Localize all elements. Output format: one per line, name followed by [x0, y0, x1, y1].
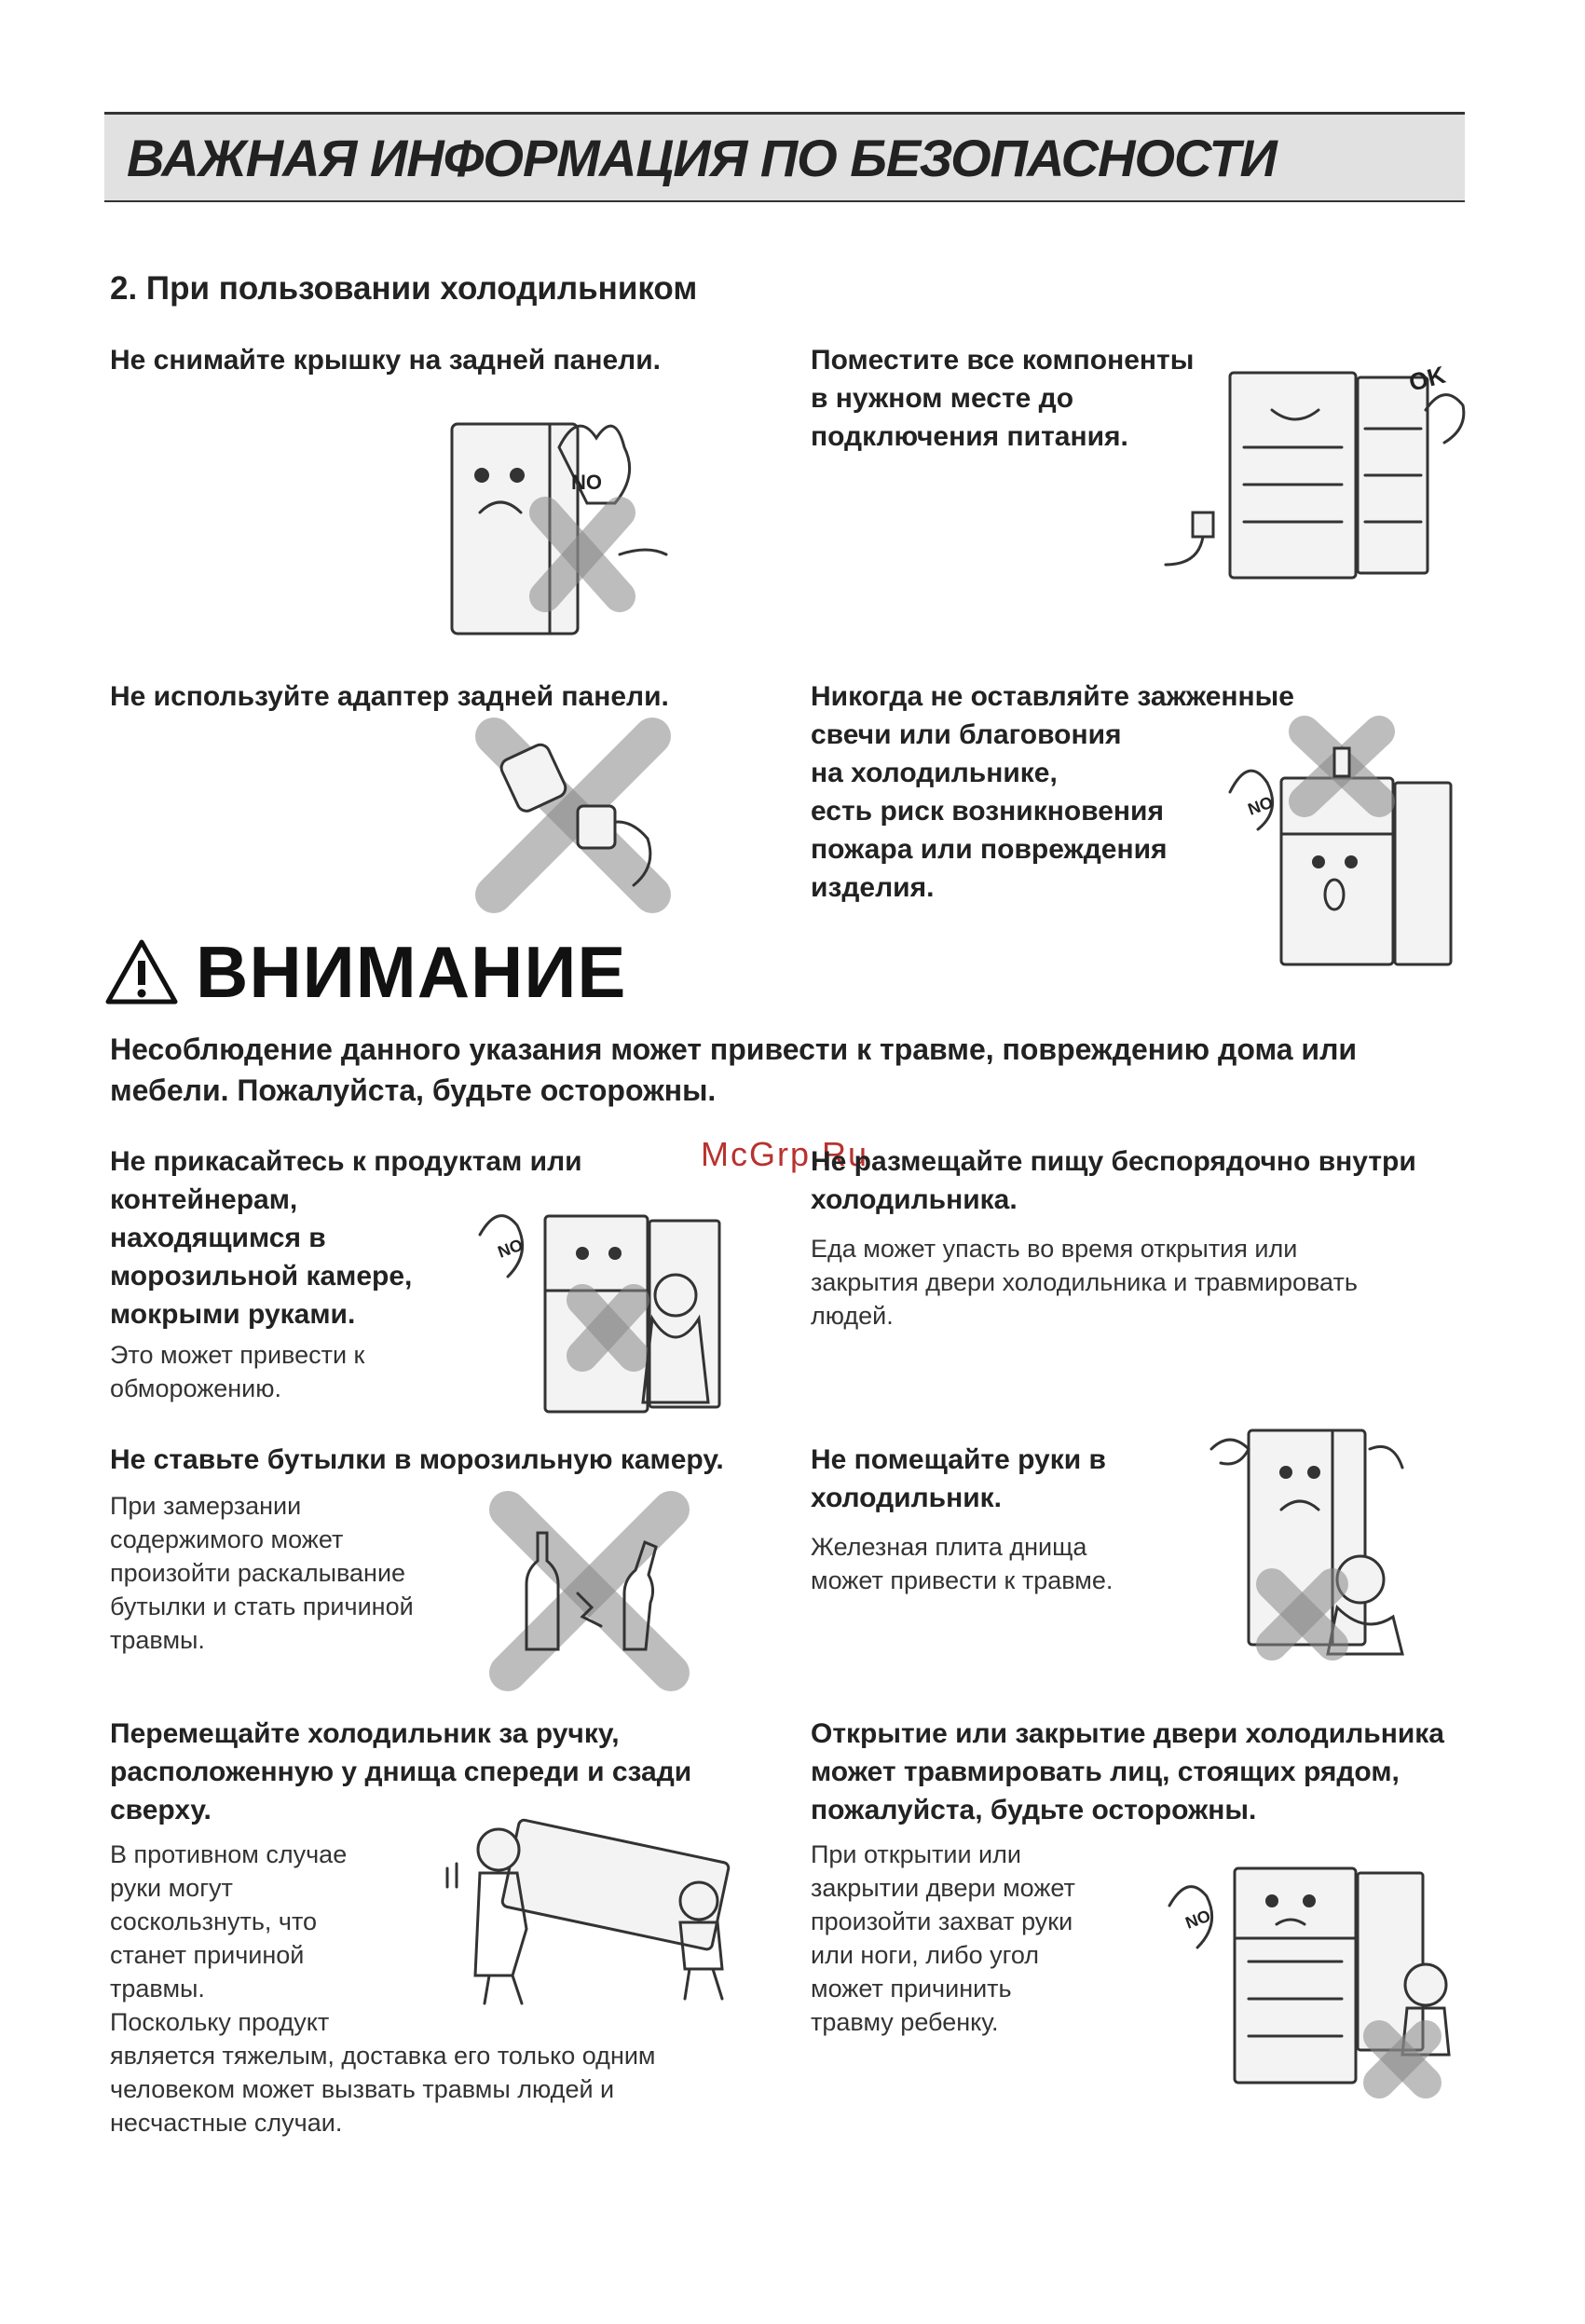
watermark: McGrp.Ru: [701, 1135, 869, 1173]
wet-hands-heading: Не прикасайтесь к продуктам или контейнерам, находящимся в морозильной камере, мокрыми руками.: [110, 1146, 582, 1330]
caution-title: ВНИМАНИЕ: [196, 931, 627, 1013]
bottles-heading: Не ставьте бутылки в морозильную камеру.: [110, 1444, 724, 1475]
warning-triangle-icon: [104, 936, 179, 1005]
hands-in-heading: Не помещайте руки в холодильник.: [811, 1444, 1106, 1513]
section-title: 2. При пользовании холодильником: [110, 270, 698, 307]
page-header: [104, 112, 1465, 202]
no-label: NO: [495, 1235, 526, 1262]
hands-in-text: Железная плита днища может привести к травме.: [811, 1533, 1114, 1594]
fridge-back-cover-illustration: [424, 382, 704, 643]
page-title: ВАЖНАЯ ИНФОРМАЦИЯ ПО БЕЗОПАСНОСТИ: [127, 129, 1277, 187]
move-handle-text: В противном случае руки могут соскользнуть, что станет причиной травмы. Поскольку продукт является тяжелым, доставка его только одним человеком может вызвать травмы людей и несчастные случаи.: [110, 1840, 656, 2137]
bottles-crossed-illustration: [475, 1491, 708, 1687]
no-candles-heading: Никогда не оставляйте зажженные свечи или благовония на холодильнике, есть риск возникновения пожара или повреждения изделия.: [811, 681, 1294, 903]
food-place-heading: Не размещайте пищу беспорядочно внутри холодильника.: [811, 1146, 1416, 1215]
wet-hands-text: Это может привести к обморожению.: [110, 1341, 365, 1402]
move-handle-heading: Перемещайте холодильник за ручку, расположенную у днища спереди и сзади сверху.: [110, 1718, 692, 1825]
door-caution-heading: Открытие или закрытие двери холодильника может травмировать лиц, стоящих рядом, пожалуйста, будьте осторожны.: [811, 1718, 1444, 1825]
moving-fridge-illustration: [433, 1812, 769, 2027]
back-cover-heading: Не снимайте крышку на задней панели.: [110, 345, 661, 376]
fridge-wet-hands-illustration: [452, 1197, 741, 1421]
caution-description: Несоблюдение данного указания может привести к травме, повреждению дома или мебели. Пожалуйста, будьте осторожны.: [110, 1032, 1358, 1107]
no-label: NO: [1182, 1906, 1213, 1933]
no-label: NO: [1245, 792, 1276, 819]
door-caution-text: При открытии или закрытии двери может произойти захват руки или ноги, либо угол может причинить травму ребенку.: [811, 1840, 1075, 2036]
bottles-text: При замерзании содержимого может произойти раскалывание бутылки и стать причиной травмы.: [110, 1492, 414, 1654]
no-adapter-heading: Не используйте адаптер задней панели.: [110, 681, 669, 712]
fridge-door-child-illustration: [1155, 1850, 1472, 2097]
fridge-hands-in-illustration: [1183, 1412, 1435, 1673]
no-label: NO: [571, 471, 602, 494]
ok-label: OK: [1405, 360, 1449, 397]
fridge-candle-illustration: [1211, 722, 1477, 974]
place-components-heading: Поместите все компоненты в нужном месте до подключения питания.: [811, 345, 1195, 452]
food-place-text: Еда может упасть во время открытия или закрытия двери холодильника и травмировать людей.: [811, 1235, 1358, 1330]
adapter-crossed-illustration: [466, 718, 708, 923]
fridge-open-ok-illustration: [1141, 354, 1477, 596]
